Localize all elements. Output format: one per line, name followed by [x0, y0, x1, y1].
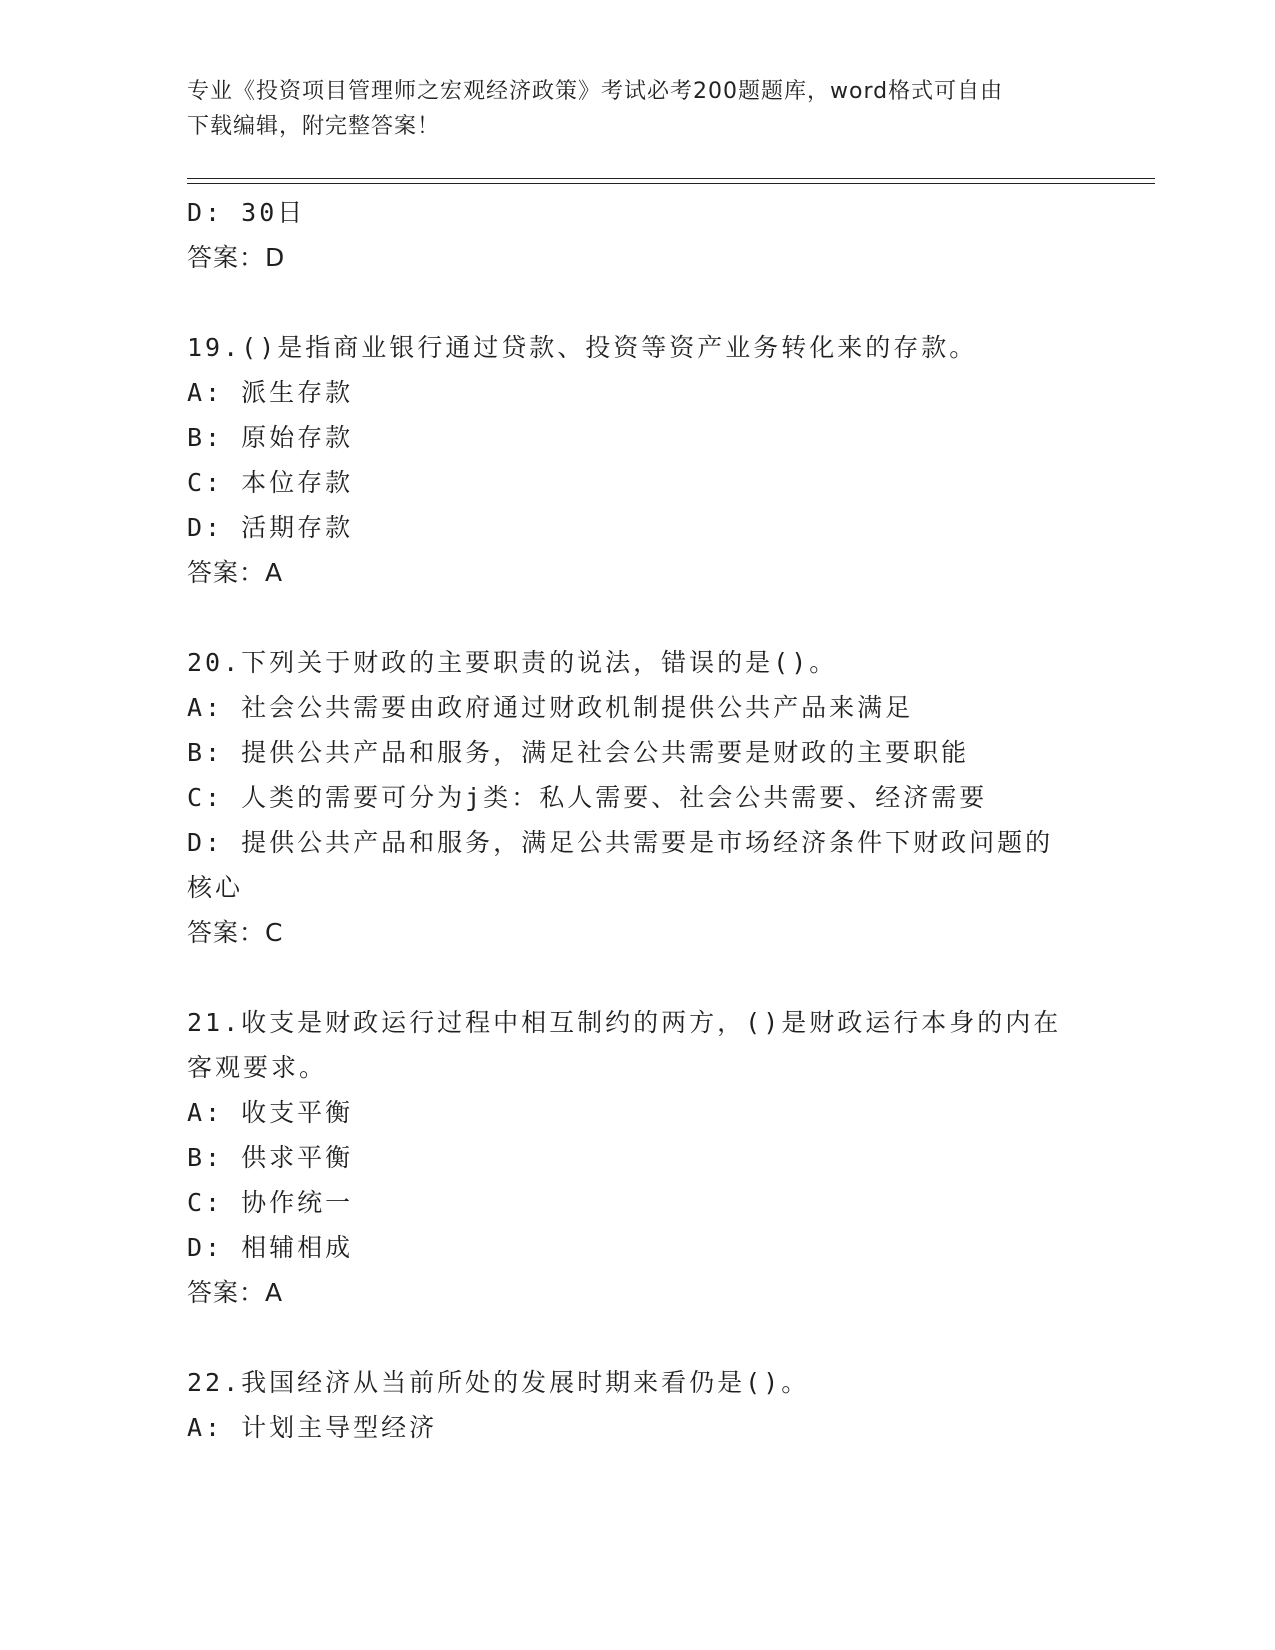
header-line-1: 专业《投资项目管理师之宏观经济政策》考试必考200题题库，word格式可自由	[187, 79, 1004, 104]
spacer	[187, 595, 1087, 640]
q20-option-b: B: 提供公共产品和服务，满足社会公共需要是财政的主要职能	[187, 738, 970, 767]
q20-option-c: C: 人类的需要可分为j类：私人需要、社会公共需要、经济需要	[187, 783, 988, 812]
q22-option-a: A: 计划主导型经济	[187, 1413, 438, 1442]
header-divider-bottom	[187, 183, 1155, 184]
q20-option-d-line-1: D: 提供公共产品和服务，满足公共需要是市场经济条件下财政问题的	[187, 828, 1054, 857]
spacer	[187, 955, 1087, 1000]
q20-option-d-line-2: 核心	[187, 873, 244, 902]
q21-option-d: D: 相辅相成	[187, 1233, 354, 1262]
header-line-2: 下载编辑，附完整答案！	[187, 114, 441, 139]
page-header	[187, 74, 1067, 144]
document-body	[187, 190, 1087, 1450]
q20-option-a: A: 社会公共需要由政府通过财政机制提供公共产品来满足	[187, 693, 914, 722]
q21-option-b: B: 供求平衡	[187, 1143, 354, 1172]
header-divider-top	[187, 178, 1155, 179]
q19-option-a: A: 派生存款	[187, 378, 354, 407]
spacer	[187, 280, 1087, 325]
q21-option-c: C: 协作统一	[187, 1188, 354, 1217]
q20-answer: 答案：C	[187, 918, 284, 947]
q19-option-c: C: 本位存款	[187, 468, 354, 497]
q19-option-b: B: 原始存款	[187, 423, 354, 452]
q21-stem-line-2: 客观要求。	[187, 1053, 328, 1082]
q18-option-d: D: 30日	[187, 198, 306, 227]
q21-answer: 答案：A	[187, 1278, 284, 1307]
q19-answer: 答案：A	[187, 558, 284, 587]
q20-stem: 20.下列关于财政的主要职责的说法，错误的是()。	[187, 648, 838, 677]
q21-option-a: A: 收支平衡	[187, 1098, 354, 1127]
q18-answer: 答案：D	[187, 243, 286, 272]
q22-stem: 22.我国经济从当前所处的发展时期来看仍是()。	[187, 1368, 810, 1397]
spacer	[187, 1315, 1087, 1360]
q19-stem: 19.()是指商业银行通过贷款、投资等资产业务转化来的存款。	[187, 333, 978, 362]
q21-stem-line-1: 21.收支是财政运行过程中相互制约的两方，()是财政运行本身的内在	[187, 1008, 1062, 1037]
q19-option-d: D: 活期存款	[187, 513, 354, 542]
